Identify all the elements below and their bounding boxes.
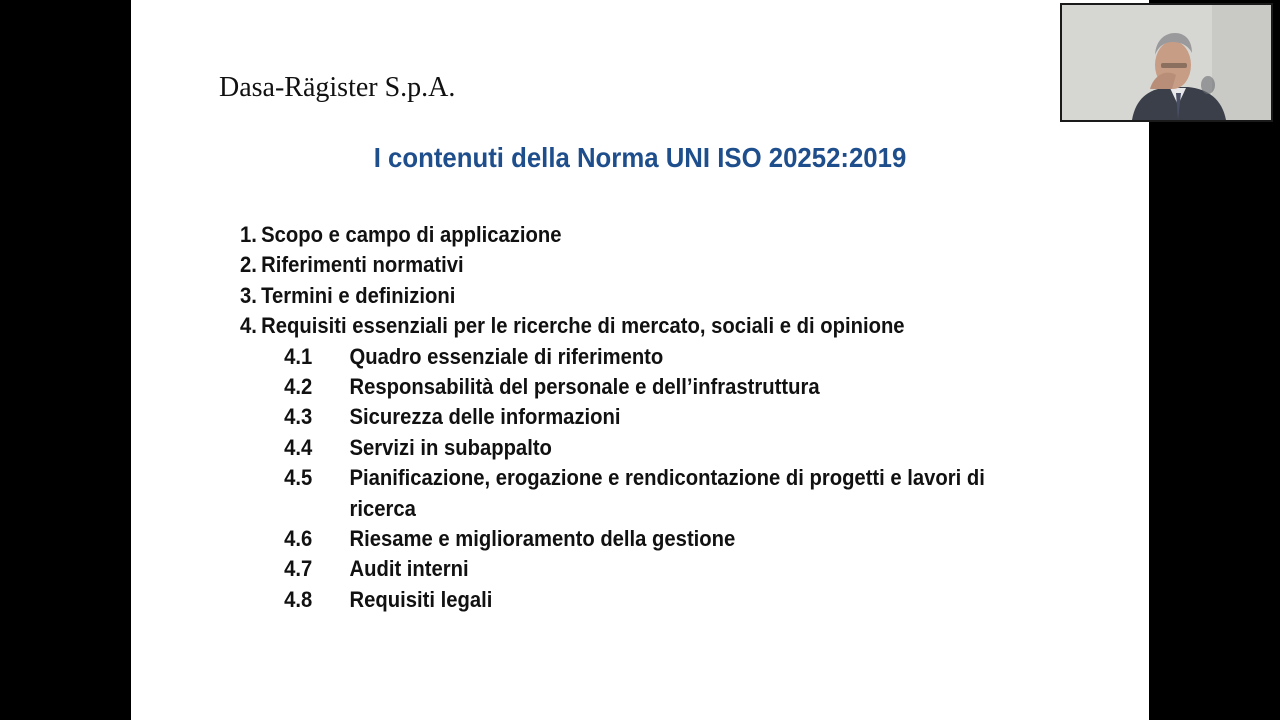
list-item-text: Termini e definizioni xyxy=(261,282,456,308)
sub-list-item xyxy=(240,372,994,402)
list-item-number: 4. xyxy=(240,313,257,339)
sub-item-number: 4.6 xyxy=(284,526,313,552)
sub-item-text: Quadro essenziale di riferimento xyxy=(349,343,664,369)
list-item-text: Requisiti essenziali per le ricerche di mercato, sociali e di opinione xyxy=(261,313,905,339)
slide-title: I contenuti della Norma UNI ISO 20252:2019 xyxy=(373,142,907,173)
list-item-text: Scopo e campo di applicazione xyxy=(261,222,562,247)
participant-video-thumbnail[interactable] xyxy=(1060,3,1273,122)
sub-item-text: Requisiti legali xyxy=(349,586,493,612)
sub-item-text: Responsabilità del personale e dell’infrastruttura xyxy=(349,374,820,400)
sub-item-text: Pianificazione, erogazione e rendicontazione di progetti e lavori di ricerca xyxy=(349,465,985,521)
person-silhouette-icon xyxy=(1062,5,1271,120)
list-item xyxy=(240,281,994,311)
sub-list-item xyxy=(240,433,994,463)
sub-list-item xyxy=(240,554,994,584)
slide xyxy=(131,0,1149,720)
sub-item-text: Sicurezza delle informazioni xyxy=(349,404,621,430)
list-item-number: 3. xyxy=(240,282,257,308)
list-item xyxy=(240,311,994,341)
sub-item-text: Riesame e miglioramento della gestione xyxy=(349,526,736,552)
sub-item-number: 4.2 xyxy=(284,374,313,400)
sub-list-item xyxy=(240,585,994,615)
sub-list-item xyxy=(240,342,994,372)
company-name: Dasa-Rägister S.p.A. xyxy=(219,72,456,103)
sub-item-number: 4.3 xyxy=(284,404,313,430)
list-item-text: Riferimenti normativi xyxy=(261,252,464,278)
sub-list-item xyxy=(240,402,994,432)
list-item-number: 2. xyxy=(240,252,257,278)
list-item xyxy=(240,250,994,280)
table-of-contents xyxy=(240,220,994,615)
sub-item-number: 4.8 xyxy=(284,586,313,612)
sub-list-item xyxy=(240,524,994,554)
sub-item-number: 4.5 xyxy=(284,465,313,491)
sub-item-number: 4.1 xyxy=(284,343,313,369)
list-item-number: 1. xyxy=(240,222,257,247)
sub-item-text: Servizi in subappalto xyxy=(349,434,552,460)
list-item xyxy=(240,220,994,250)
sub-list-item xyxy=(240,463,994,524)
sub-item-number: 4.7 xyxy=(284,556,313,582)
sub-item-text: Audit interni xyxy=(349,556,469,582)
sub-item-number: 4.4 xyxy=(284,434,313,460)
